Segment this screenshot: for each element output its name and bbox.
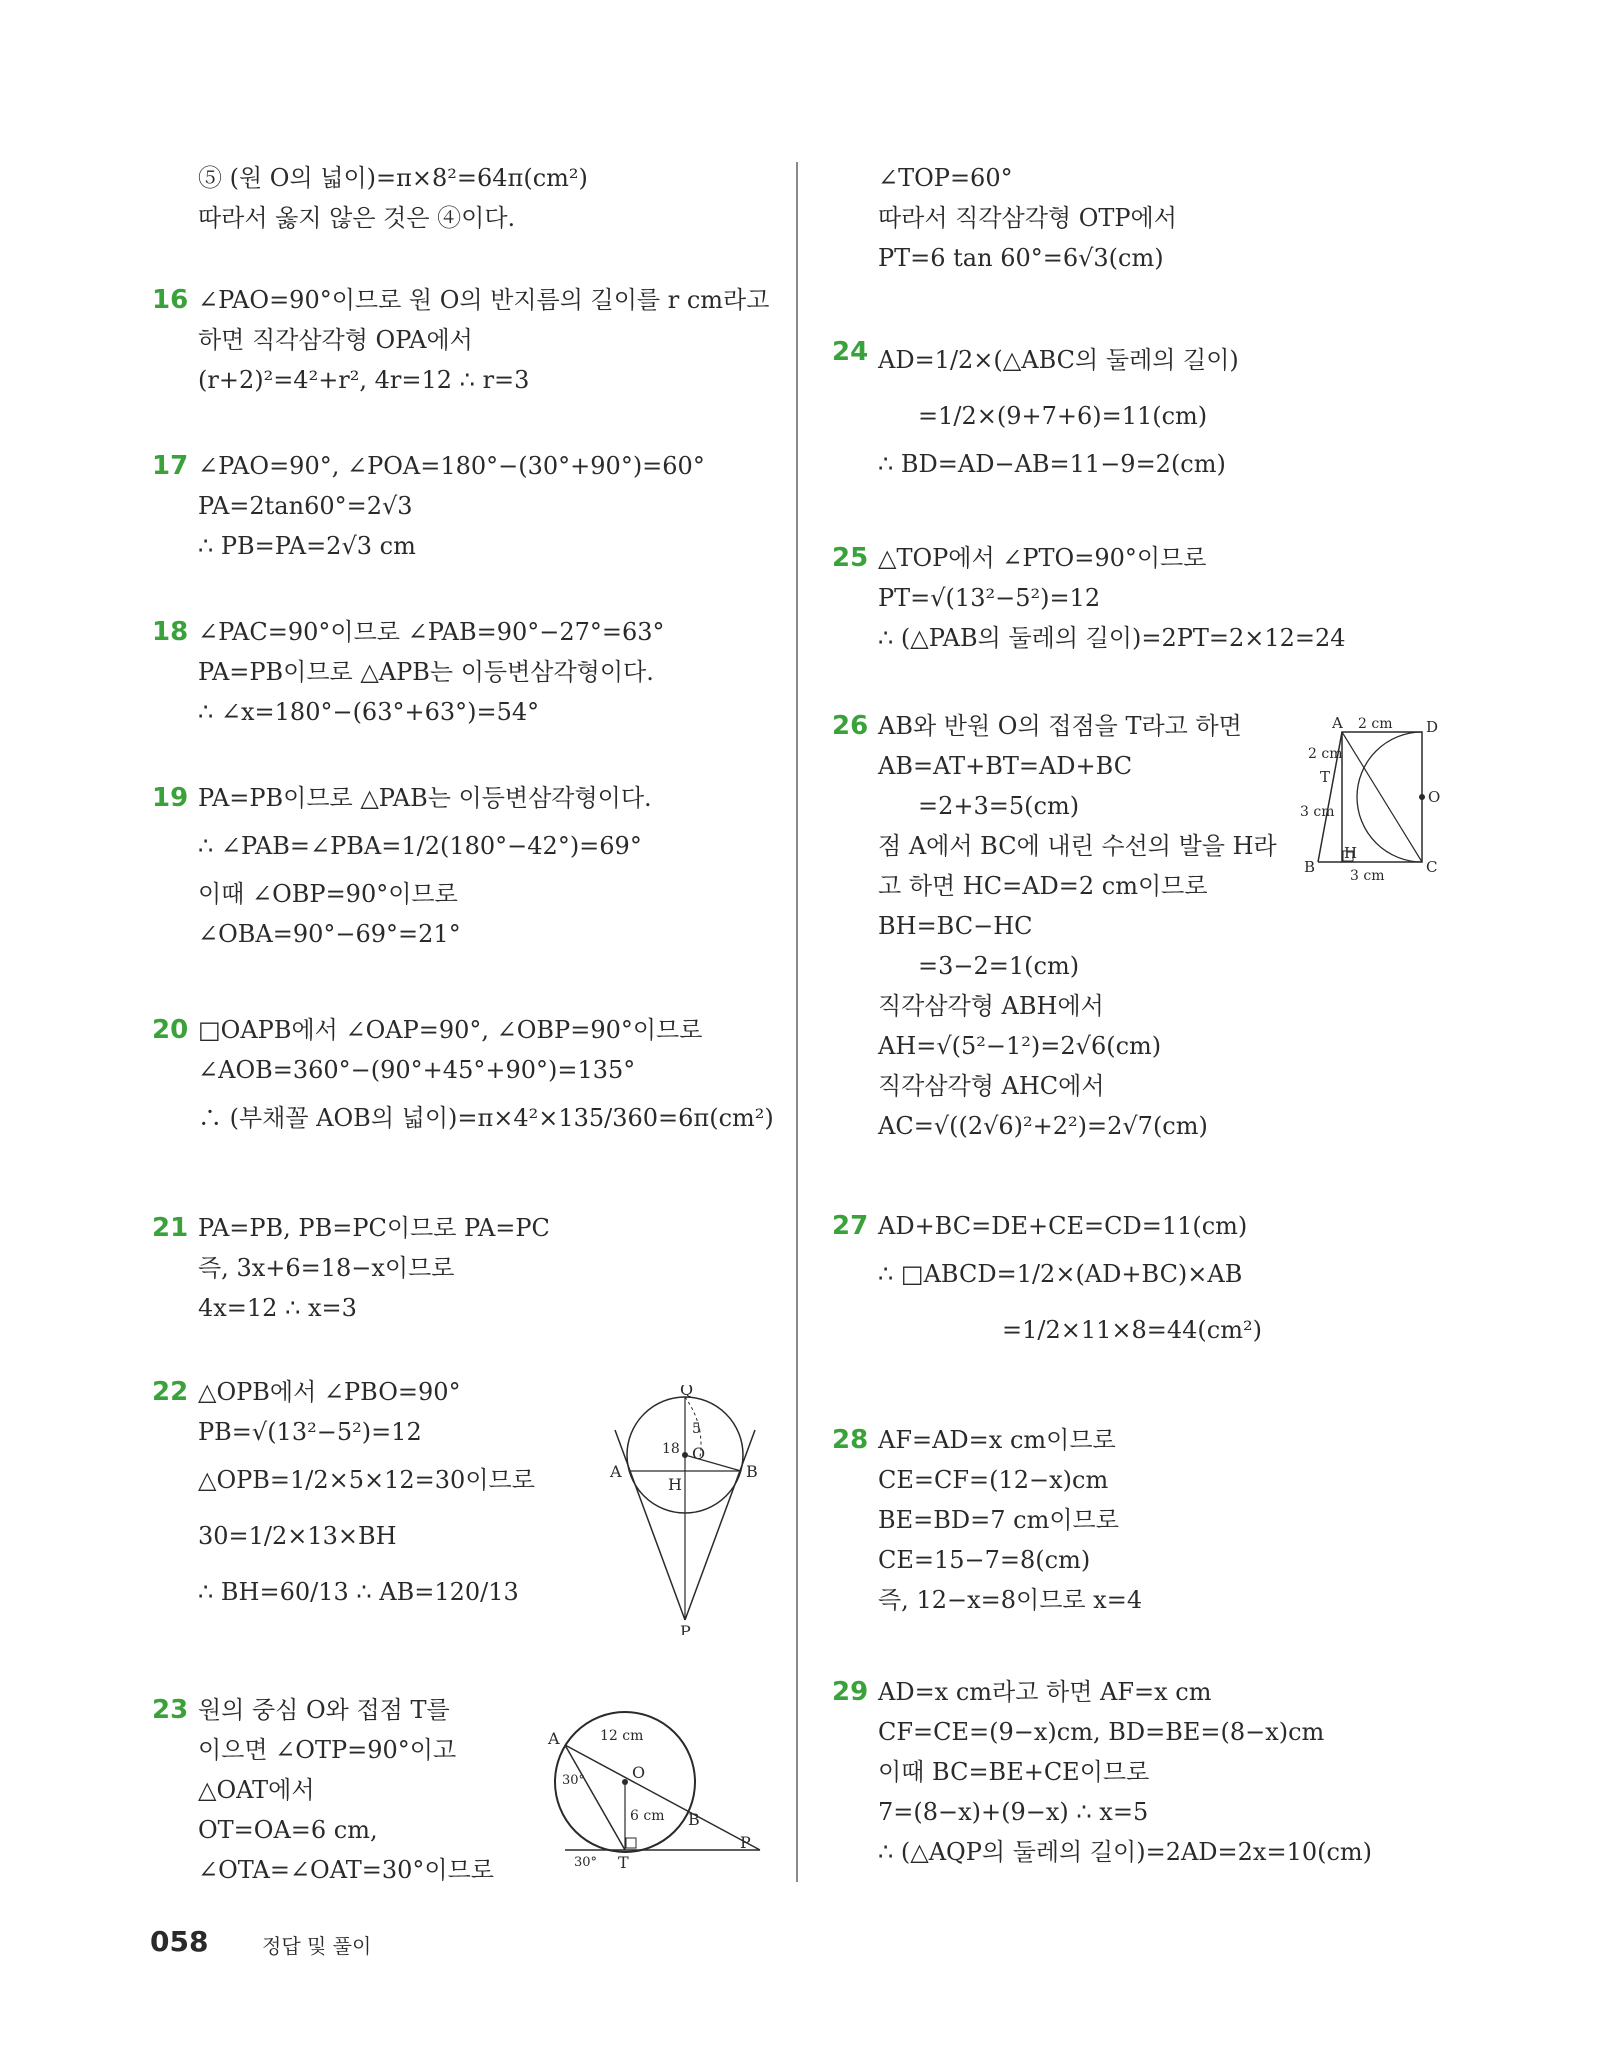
text-line: 30=1/2×13×BH [198, 1522, 397, 1550]
text-line: △OAT에서 [198, 1776, 315, 1804]
page-number: 058 [150, 1925, 209, 1958]
label-b: B [688, 1810, 700, 1829]
problem-25 [834, 538, 1454, 658]
text-line: ∠PAO=90°이므로 원 O의 반지름의 길이를 r cm라고 [198, 286, 770, 314]
text-line: □OAPB에서 ∠OAP=90°, ∠OBP=90°이므로 [198, 1016, 703, 1044]
problem-number: 19 [152, 783, 189, 813]
text-line: PT=√(13²−5²)=12 [878, 584, 1101, 612]
label-o: O [1428, 788, 1441, 806]
label-3cm-side: 3 cm [1300, 804, 1335, 820]
text-line: 즉, 3x+6=18−x이므로 [198, 1254, 455, 1282]
label-t: T [618, 1853, 629, 1870]
problem-21 [154, 1208, 784, 1328]
label-2cm-top: 2 cm [1358, 716, 1393, 732]
problem-number: 22 [152, 1377, 189, 1407]
figure-26 [1300, 712, 1460, 886]
text-line: =1/2×(9+7+6)=11(cm) [918, 402, 1208, 430]
label-18: 18 [662, 1441, 680, 1457]
label-30-bottom: 30° [574, 1855, 598, 1870]
trapezoid-semicircle-diagram [1300, 712, 1460, 882]
problem-number: 16 [152, 285, 189, 315]
problem-28 [834, 1420, 1454, 1620]
label-2cm-side: 2 cm [1308, 746, 1343, 762]
text-line: AF=AD=x cm이므로 [878, 1426, 1116, 1454]
problem-16 [154, 280, 784, 400]
problem-29 [834, 1672, 1454, 1872]
label-c: C [1426, 858, 1438, 876]
text-line: 따라서 옳지 않은 것은 ④이다. [198, 204, 516, 232]
label-3cm-bottom: 3 cm [1350, 868, 1385, 882]
text-line: 점 A에서 BC에 내린 수선의 발을 H라 [878, 832, 1277, 860]
text-line: PT=6 tan 60°=6√3(cm) [878, 244, 1164, 272]
text-line: BH=BC−HC [878, 912, 1033, 940]
text-line: =2+3=5(cm) [918, 792, 1080, 820]
text-line: CF=CE=(9−x)cm, BD=BE=(8−x)cm [878, 1718, 1325, 1746]
text-line: 하면 직각삼각형 OPA에서 [198, 326, 473, 354]
text-line: AB=AT+BT=AD+BC [878, 752, 1133, 780]
problem-24 [834, 332, 1454, 484]
label-o: O [692, 1444, 706, 1463]
text-line: =1/2×11×8=44(cm²) [1002, 1316, 1262, 1344]
problem-number: 23 [152, 1695, 189, 1725]
text-line: (r+2)²=4²+r², 4r=12 ∴ r=3 [198, 366, 530, 394]
text-line: 고 하면 HC=AD=2 cm이므로 [878, 872, 1208, 900]
label-h: H [1344, 844, 1358, 862]
text-line: ∠OTA=∠OAT=30°이므로 [198, 1856, 494, 1884]
text-line: ∴ PB=PA=2√3 cm [198, 532, 416, 560]
problem-18 [154, 612, 784, 732]
text-line: AH=√(5²−1²)=2√6(cm) [878, 1032, 1162, 1060]
text-line: ⑤ (원 O의 넓이)=π×8²=64π(cm²) [198, 164, 588, 192]
label-h: H [668, 1475, 682, 1494]
footer-label: 정답 및 풀이 [262, 1934, 372, 1958]
label-30-top: 30° [562, 1773, 586, 1788]
problem-number: 28 [832, 1425, 869, 1455]
text-line: 원의 중심 O와 접점 T를 [198, 1696, 450, 1724]
text-line: ∴ (△AQP의 둘레의 길이)=2AD=2x=10(cm) [878, 1838, 1373, 1866]
problem-23-continued [834, 158, 1454, 278]
label-b: B [746, 1462, 758, 1481]
problem-number: 21 [152, 1213, 189, 1243]
text-line: 4x=12 ∴ x=3 [198, 1294, 357, 1322]
text-line: 따라서 직각삼각형 OTP에서 [878, 204, 1177, 232]
figure-23 [540, 1700, 770, 1874]
problem-19 [154, 778, 784, 954]
problem-number: 29 [832, 1677, 869, 1707]
label-5: 5 [692, 1421, 701, 1437]
label-d: D [1426, 718, 1439, 736]
label-b: B [1304, 858, 1316, 876]
circle-tangent-diagram [540, 1700, 770, 1870]
text-line: BE=BD=7 cm이므로 [878, 1506, 1119, 1534]
text-line: 7=(8−x)+(9−x) ∴ x=5 [878, 1798, 1149, 1826]
text-line: PA=PB, PB=PC이므로 PA=PC [198, 1214, 550, 1242]
text-line: ∠PAO=90°, ∠POA=180°−(30°+90°)=60° [198, 452, 705, 480]
text-line: PA=PB이므로 △APB는 이등변삼각형이다. [198, 658, 654, 686]
text-line: CE=15−7=8(cm) [878, 1546, 1091, 1574]
text-line: ∴ ∠x=180°−(63°+63°)=54° [198, 698, 540, 726]
text-line: 직각삼각형 ABH에서 [878, 992, 1104, 1020]
problem-number: 18 [152, 617, 189, 647]
text-line: PB=√(13²−5²)=12 [198, 1418, 422, 1446]
text-line: AD=1/2×(△ABC의 둘레의 길이) [878, 346, 1239, 374]
problem-number: 20 [152, 1015, 189, 1045]
label-a: A [548, 1729, 560, 1748]
text-line: 즉, 12−x=8이므로 x=4 [878, 1586, 1143, 1614]
text-line: =3−2=1(cm) [918, 952, 1080, 980]
label-o: O [632, 1763, 646, 1782]
text-line: AC=√((2√6)²+2²)=2√7(cm) [878, 1112, 1208, 1140]
text-line: 이때 ∠OBP=90°이므로 [198, 880, 458, 908]
label-a: A [610, 1462, 622, 1481]
label-p: P [740, 1833, 751, 1852]
text-line: ∠OBA=90°−69°=21° [198, 920, 461, 948]
text-line: AB와 반원 O의 접점을 T라고 하면 [878, 712, 1242, 740]
label-p: P [680, 1622, 691, 1635]
problem-17 [154, 446, 784, 566]
tangent-circle-diagram [610, 1385, 770, 1635]
text-line: PA=2tan60°=2√3 [198, 492, 413, 520]
problem-number: 26 [832, 711, 869, 741]
text-line: ∠TOP=60° [878, 164, 1013, 192]
column-divider [796, 162, 798, 1882]
text-line: AD=x cm라고 하면 AF=x cm [878, 1678, 1212, 1706]
text-line: ∴ ∠PAB=∠PBA=1/2(180°−42°)=69° [198, 832, 642, 860]
label-6cm: 6 cm [630, 1808, 665, 1824]
text-line: CE=CF=(12−x)cm [878, 1466, 1109, 1494]
problem-number: 25 [832, 543, 869, 573]
label-a: A [1332, 714, 1343, 732]
text-line: ∠AOB=360°−(90°+45°+90°)=135° [198, 1056, 636, 1084]
label-12cm: 12 cm [600, 1728, 644, 1744]
problem-number: 24 [832, 337, 869, 367]
problem-27 [834, 1206, 1454, 1358]
text-line: ∠PAC=90°이므로 ∠PAB=90°−27°=63° [198, 618, 665, 646]
problem-20 [154, 1010, 784, 1146]
text-line: ∴ (부채꼴 AOB의 넓이)=π×4²×135/360=6π(cm²) [198, 1104, 774, 1132]
text-line: ∴ (△PAB의 둘레의 길이)=2PT=2×12=24 [878, 624, 1346, 652]
text-line: ∴ BD=AD−AB=11−9=2(cm) [878, 450, 1226, 478]
text-line: 이때 BC=BE+CE이므로 [878, 1758, 1150, 1786]
text-line: △OPB에서 ∠PBO=90° [198, 1378, 461, 1406]
figure-22 [610, 1385, 770, 1639]
label-q: Q [680, 1385, 694, 1399]
text-line: 직각삼각형 AHC에서 [878, 1072, 1105, 1100]
text-line: PA=PB이므로 △PAB는 이등변삼각형이다. [198, 784, 652, 812]
label-t: T [1320, 768, 1331, 786]
text-line: △OPB=1/2×5×12=30이므로 [198, 1466, 535, 1494]
problem-number: 27 [832, 1211, 869, 1241]
text-line: 이으면 ∠OTP=90°이고 [198, 1736, 457, 1764]
section-continuation [154, 158, 784, 238]
text-line: ∴ BH=60/13 ∴ AB=120/13 [198, 1578, 519, 1606]
text-line: AD+BC=DE+CE=CD=11(cm) [878, 1212, 1248, 1240]
problem-number: 17 [152, 451, 189, 481]
text-line: ∴ □ABCD=1/2×(AD+BC)×AB [878, 1260, 1243, 1288]
text-line: OT=OA=6 cm, [198, 1816, 378, 1844]
text-line: △TOP에서 ∠PTO=90°이므로 [878, 544, 1207, 572]
